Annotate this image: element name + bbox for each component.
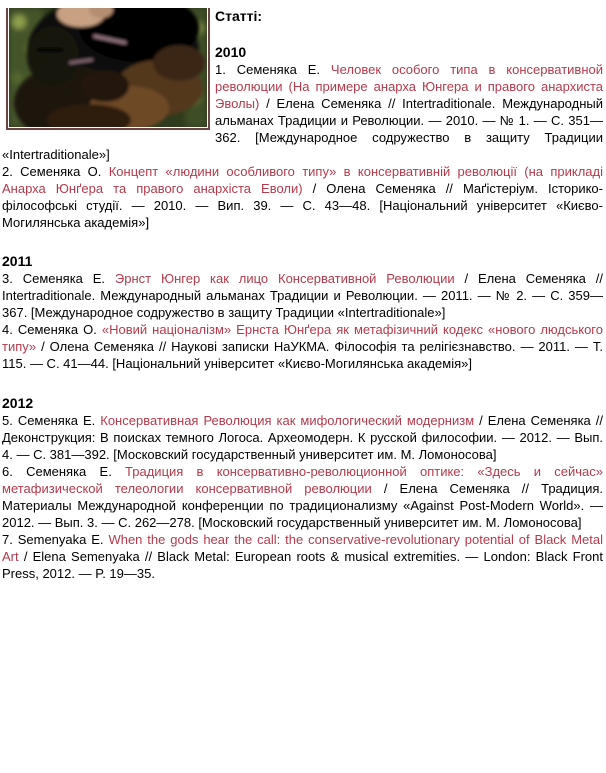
bibliography-entry-4	[2, 321, 603, 372]
year-heading-2012: 2012	[2, 395, 34, 411]
publications-page	[0, 8, 606, 582]
entry-suffix: / Елена Семеняка // Традиция. Материалы Международной конференции по традиционализму «Against Post-Modern World». — 2012. — Вып. 3. — С. 262—278. [Московский государственный университет им. М. Ломоносова]	[2, 481, 603, 530]
entry-suffix: / Елена Семеняка // Деконструкция: В поисках темного Логоса. Археомодерн. К русской философии. — 2012. — Вып. 4. — С. 381—392. [Московский государственный университет им. М. Ломоносова]	[2, 413, 603, 462]
entry-prefix: 4. Семеняка О.	[2, 322, 102, 337]
article-title-link[interactable]: Консервативная Революция как мифологический модернизм	[100, 413, 475, 428]
article-title-link[interactable]: Традиция в консервативно-революционной оптике: «Здесь и сейчас» метафизической телеологии консервативной революции	[2, 464, 604, 496]
bibliography-entry-2	[2, 163, 603, 231]
entry-suffix: / Elena Semenyaka // Black Metal: European roots & musical extremities. — London: Black Front Press, 2012. — P. 19—35.	[2, 549, 603, 581]
article-title-link[interactable]: «Новий націоналізм» Ернста Юнґера як метафізичний кодекс «нового людського типу»	[2, 322, 603, 354]
page-title: Статті:	[215, 8, 263, 24]
entry-prefix: 6. Семеняка Е.	[2, 464, 126, 479]
article-title-link[interactable]: Человек особого типа в консервативной революции (На примере анарха Юнгера и правого анархиста Эволы)	[215, 62, 603, 111]
article-title-link[interactable]: Эрнст Юнгер как лицо Консервативной Революции	[114, 271, 455, 286]
entry-suffix: / Олена Семеняка // Наукові записки НаУКМА. Філософія та релігієзнавство. — 2011. — Т. 115. — С. 41—44. [Національний університет «Києво-Могилянська академія»]	[2, 339, 603, 371]
bibliography-entry-3	[2, 270, 603, 321]
entry-prefix: 5. Семеняка Е.	[2, 413, 101, 428]
bibliography-entry-7	[2, 531, 603, 582]
portrait-photo-image	[9, 8, 207, 127]
entry-prefix: 3. Семеняка Е.	[2, 271, 115, 286]
entry-prefix: 7. Semenyaka E.	[2, 532, 109, 547]
entry-prefix: 1. Семеняка Е.	[215, 62, 331, 77]
entry-suffix: / Олена Семеняка // Маґістеріум. Історико-філософські студії. — 2010. — Вип. 39. — С. 43—48. [Національний університет «Києво-Могилянська академія»]	[2, 181, 603, 230]
portrait-photo	[6, 8, 210, 130]
entry-suffix: / Елена Семеняка // Intertraditionale. Международный альманах Традиции и Революции. — 2010. — № 1. — С. 351—362. [Международное содружество в защиту Традиции «Intertraditionale»]	[2, 96, 603, 162]
bibliography-entry-5	[2, 412, 603, 463]
entry-prefix: 2. Семеняка О.	[2, 164, 109, 179]
bibliography-entry-6	[2, 463, 603, 531]
entry-suffix: / Елена Семеняка // Intertraditionale. Международный альманах Традиции и Революции. — 2011. — № 2. — С. 359—367. [Международное содружество в защиту Традиции «Intertraditionale»]	[2, 271, 603, 320]
year-heading-2010: 2010	[215, 44, 247, 60]
article-title-link[interactable]: When the gods hear the call: the conservative-revolutionary potential of Black Metal Art	[2, 532, 603, 564]
article-title-link[interactable]: Концепт «людини особливого типу» в консервативній революції (на прикладі Анарха Юнґера та правого анархіста Еволи)	[2, 164, 604, 196]
year-heading-2011: 2011	[2, 253, 33, 269]
